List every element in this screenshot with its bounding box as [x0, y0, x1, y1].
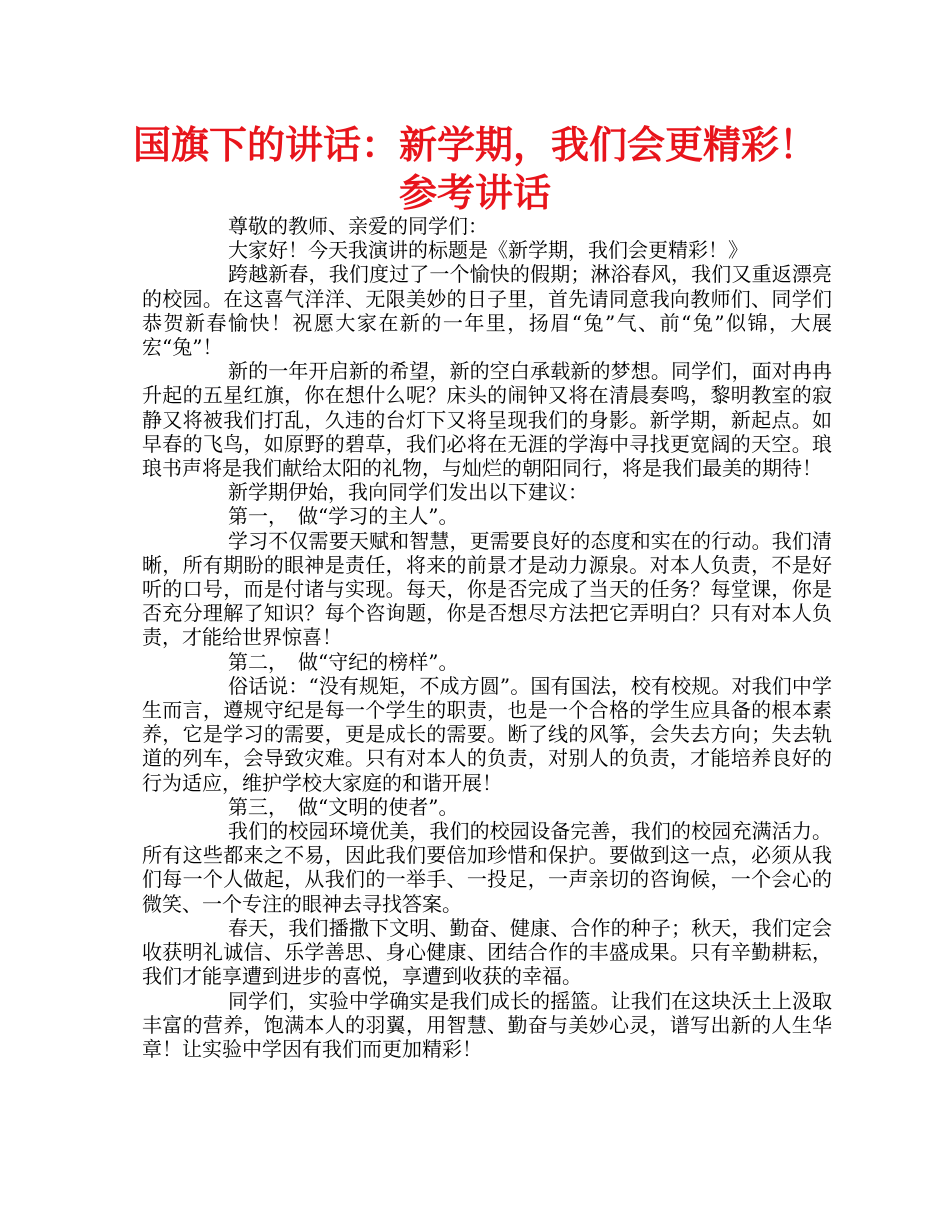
section-heading-first: 第一， 做“学习的主人”。 — [228, 504, 459, 529]
document-body — [142, 214, 832, 1061]
document-title: 国旗下的讲话：新学期，我们会更精彩！ — [132, 123, 817, 167]
salutation: 尊敬的教师、亲爱的同学们： — [228, 214, 488, 238]
section-heading-second: 第二， 做“守纪的榜样”。 — [228, 649, 459, 674]
body-paragraph: 春天，我们播撒下文明、勤奋、健康、合作的种子；秋天，我们定会收获明礼诚信、乐学善思、身心健康、团结合作的丰盛成果。只有辛勤耕耘，我们才能享遭到进步的喜悦，享遭到收获的幸福。 — [142, 915, 832, 989]
body-paragraph: 我们的校园环境优美，我们的校园设备完善，我们的校园充满活力。所有这些都来之不易，因此我们要倍加珍惜和保护。要做到这一点，必须从我们每一个人做起，从我们的一举手、一投足，一声亲切的咨询候，一个会心的微笑、一个专注的眼神去寻找答案。 — [142, 819, 832, 916]
greeting-paragraph: 大家好！今天我演讲的标题是《新学期，我们会更精彩！》 — [228, 238, 748, 263]
body-paragraph: 新学期伊始，我向同学们发出以下建议： — [228, 480, 588, 505]
document-subtitle: 参考讲话 — [398, 171, 551, 215]
body-paragraph: 跨越新春，我们度过了一个愉快的假期；淋浴春风，我们又重返漂亮的校园。在这喜气洋洋、无限美妙的日子里，首先请同意我向教师们、同学们恭贺新春愉快！祝愿大家在新的一年里，扬眉“兔”气、前“兔”似锦，大展宏“兔”！ — [142, 262, 832, 360]
body-paragraph: 学习不仅需要天赋和智慧，更需要良好的态度和实在的行动。我们清晰，所有期盼的眼神是责任，将来的前景才是动力源泉。对本人负责，不是好听的口号，而是付诸与实现。每天，你是否完成了当天的任务？每堂课，你是否充分理解了知识？每个咨询题，你是否想尽方法把它弄明白？只有对本人负责，才能给世界惊喜！ — [142, 528, 832, 650]
section-heading-third: 第三， 做“文明的使者”。 — [228, 794, 459, 819]
closing-paragraph: 同学们，实验中学确实是我们成长的摇篮。让我们在这块沃土上汲取丰富的营养，饱满本人的羽翼，用智慧、勤奋与美妙心灵，谱写出新的人生华章！让实验中学因有我们而更加精彩！ — [142, 988, 832, 1061]
body-paragraph: 新的一年开启新的希望，新的空白承载新的梦想。同学们，面对冉冉升起的五星红旗，你在想什么呢？床头的闹钟又将在清晨奏鸣，黎明教室的寂静又将被我们打乱，久违的台灯下又将呈现我们的身影。新学期，新起点。如早春的飞鸟，如原野的碧草，我们必将在无涯的学海中寻找更宽阔的天空。琅琅书声将是我们献给太阳的礼物，与灿烂的朝阳同行，将是我们最美的期待！ — [142, 359, 832, 481]
body-paragraph: 俗话说：“没有规矩，不成方圆”。国有国法，校有校规。对我们中学生而言，遵规守纪是每一个学生的职责，也是一个合格的学生应具备的根本素养，它是学习的需要，更是成长的需要。断了线的风筝，会失去方向；失去轨道的列车，会导致灾难。只有对本人的负责，对别人的负责，才能培养良好的行为适应，维护学校大家庭的和谐开展！ — [142, 673, 832, 795]
